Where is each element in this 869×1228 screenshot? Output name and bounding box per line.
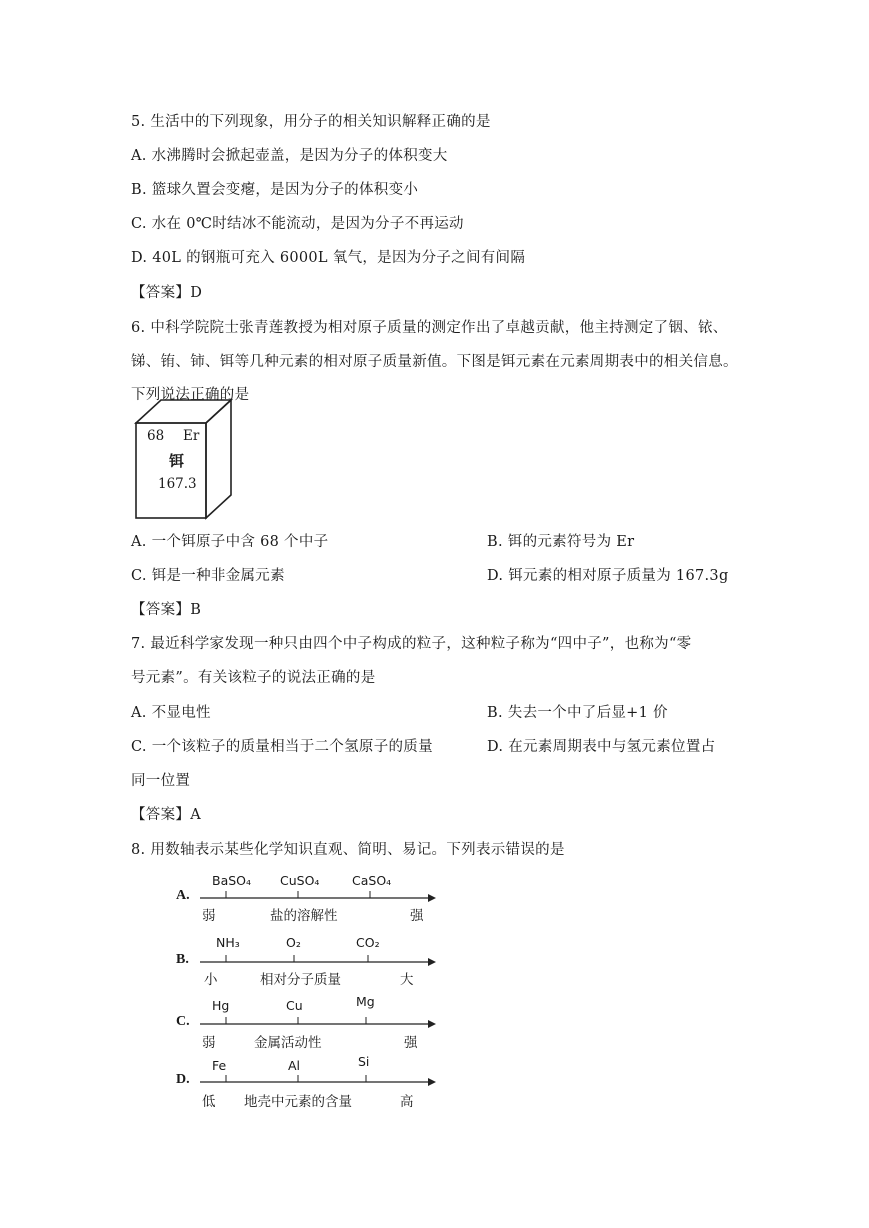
axis-a-item-2: CuSO₄ [280,873,320,888]
q6-option-a: A. 一个铒原子中含 68 个中子 [131,534,329,550]
q6-option-c: C. 铒是一种非金属元素 [131,568,285,584]
axis-b-label: B. [176,952,189,967]
axis-a-left: 弱 [202,908,216,924]
axis-d-line [200,1075,436,1086]
axis-d-middle: 地壳中元素的含量 [244,1094,352,1110]
q7-answer: 【答案】A [131,807,201,823]
axis-d-item-3: Si [358,1054,370,1069]
q6-stem-line-1: 6. 中科学院院士张青莲教授为相对原子质量的测定作出了卓越贡献，他主持测定了铟、铱、 [131,320,728,336]
axis-b-middle: 相对分子质量 [260,972,341,988]
axis-d-item-1: Fe [212,1058,227,1073]
atomic-mass: 167.3 [158,476,197,492]
axis-c-line [200,1017,436,1028]
q5-option-b: B. 篮球久置会变瘪，是因为分子的体积变小 [131,182,419,198]
q5-answer: 【答案】D [131,285,203,301]
element-name: 铒 [169,452,185,470]
element-symbol: Er [183,428,200,444]
q6-stem-line-2: 锑、铕、铈、铒等几种元素的相对原子质量新值。下图是铒元素在元素周期表中的相关信息。 [131,354,738,370]
axis-c-right: 强 [404,1035,418,1051]
q7-stem-line-2: 号元素”。有关该粒子的说法正确的是 [131,670,376,686]
axis-b-line [200,955,436,966]
axis-b-left: 小 [204,972,218,988]
q5-option-c: C. 水在 0℃时结冰不能流动，是因为分子不再运动 [131,216,464,232]
q7-option-b: B. 失去一个中了后显+1 价 [487,705,668,721]
number-line-figure [170,868,450,1123]
atomic-number: 68 [147,428,165,444]
axis-a-right: 强 [410,908,424,924]
axis-c-left: 弱 [202,1035,216,1051]
axis-a-label: A. [176,888,190,903]
axis-b-item-3: CO₂ [356,935,380,950]
q6-option-d: D. 铒元素的相对原子质量为 167.3g [487,568,729,584]
q6-answer: 【答案】B [131,602,202,618]
axis-b-right: 大 [400,972,414,988]
q5-option-d: D. 40L 的钢瓶可充入 6000L 氧气，是因为分子之间有间隔 [131,250,526,266]
axis-a-item-3: CaSO₄ [352,873,392,888]
axis-a-item-1: BaSO₄ [212,873,252,888]
axis-c-item-2: Cu [286,998,303,1013]
axis-a-middle: 盐的溶解性 [270,908,338,924]
q7-option-d: D. 在元素周期表中与氢元素位置占 [487,739,716,755]
q7-stem-line-1: 7. 最近科学家发现一种只由四个中子构成的粒子，这种粒子称为“四中子”，也称为“零 [131,636,692,652]
element-cell-erbium [131,398,236,520]
q7-option-a: A. 不显电性 [131,705,211,721]
axis-c-item-1: Hg [212,998,230,1013]
q6-option-b: B. 铒的元素符号为 Er [487,534,635,550]
axis-b-item-1: NH₃ [216,935,240,950]
axis-c-label: C. [176,1014,190,1029]
axis-c-item-3: Mg [356,994,375,1009]
q6-stem-line-3: 下列说法正确的是 [131,387,250,403]
axis-d-item-2: Al [288,1058,301,1073]
q7-option-c: C. 一个该粒子的质量相当于二个氢原子的质量 [131,739,433,755]
axis-d-label: D. [176,1072,190,1087]
axis-c-middle: 金属活动性 [254,1035,322,1051]
axis-d-right: 高 [400,1094,414,1110]
axis-d-left: 低 [202,1094,216,1110]
q7-option-d-continued: 同一位置 [131,773,191,789]
axis-b-item-2: O₂ [286,935,301,950]
q5-stem: 5. 生活中的下列现象，用分子的相关知识解释正确的是 [131,114,491,130]
axis-a-line [200,891,436,902]
q8-stem: 8. 用数轴表示某些化学知识直观、简明、易记。下列表示错误的是 [131,842,565,858]
q5-option-a: A. 水沸腾时会掀起壶盖，是因为分子的体积变大 [131,148,448,164]
